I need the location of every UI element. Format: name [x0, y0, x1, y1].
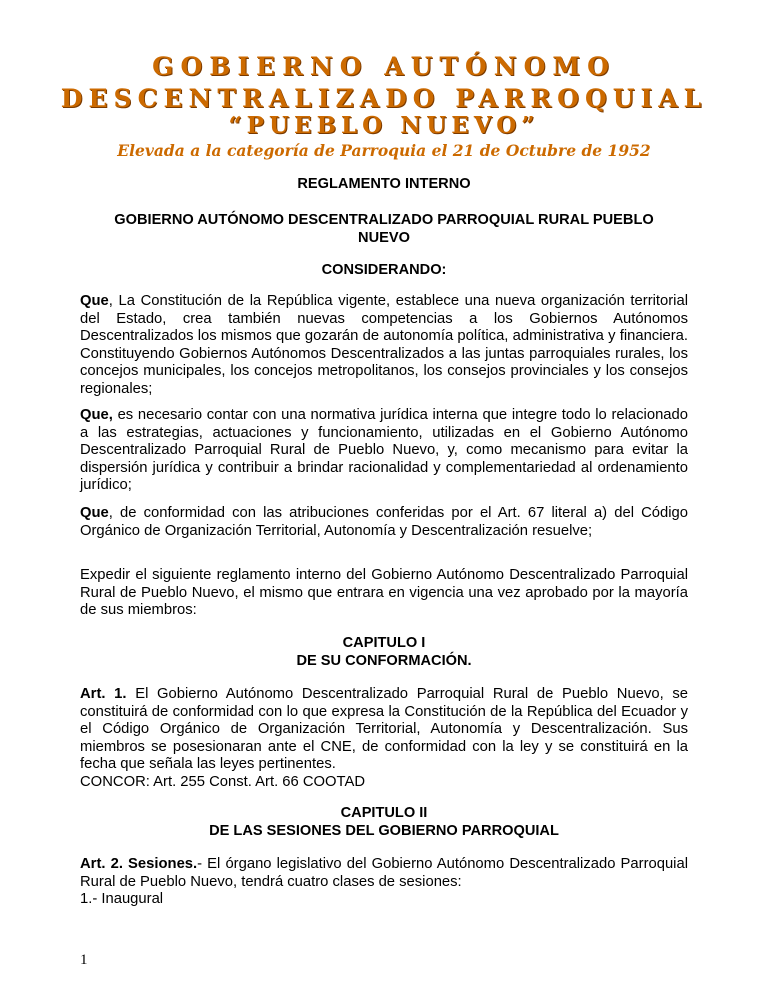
paragraph-text: , La Constitución de la República vigente, establece una nueva organización territorial del Estado, crea también nuevas competencias a los Gobiernos Autónomos Descentralizados los mismos que gozarán de autonomía política, administrativa y financiera. Constituyendo Gobiernos Autónomos Descentralizados a las juntas parroquiales rurales, los concejos municipales, los concejos metropolitanos, los consejos provinciales y los consejos regionales;	[80, 293, 688, 397]
subtitle-line2: NUEVO	[358, 229, 410, 246]
article-text: El Gobierno Autónomo Descentralizado Parroquial Rural de Pueblo Nuevo, se constituirá de conformidad con lo que expresa la Constitución de la República del Ecuador y el Código Orgánico de Organización Territorial, Autonomía y Descentralización. Sus miembros se posesionaran ante el CNE, de conformidad con la ley y se constituirá en la fecha que señala las leyes pertinentes.	[80, 686, 688, 773]
article-lead: Art. 2. Sesiones.	[80, 856, 198, 872]
document-subtitle	[80, 212, 688, 247]
article-lead: Art. 1.	[80, 686, 127, 702]
paragraph-text: , de conformidad con las atribuciones conferidas por el Art. 67 literal a) del Código Orgánico de Organización Territorial, Autonomía y Descentralización resuelve;	[80, 505, 688, 539]
considerando-heading: CONSIDERANDO:	[321, 262, 447, 278]
paragraph-lead: Que	[80, 293, 109, 309]
paragraph-que-3	[80, 505, 688, 540]
subtitle-line1: GOBIERNO AUTÓNOMO DESCENTRALIZADO PARROQUIAL RURAL PUEBLO	[114, 212, 654, 228]
paragraph-text: es necesario contar con una normativa jurídica interna que integre todo lo relacionado a las estrategias, actuaciones y funcionamiento, utilizadas en el Gobierno Autónomo Descentralizado Parroquial Rural de Pueblo Nuevo, y, como mecanismo para evitar la dispersión jurídica y contribuir a brindar racionalidad y complementariedad al ordenamiento jurídico;	[80, 407, 688, 494]
article-2-item-1: 1.- Inaugural	[80, 891, 164, 908]
chapter-1-title: CAPITULO I	[342, 635, 426, 651]
header-title-line1: GOBIERNO AUTÓNOMO	[152, 52, 616, 81]
chapter-2-title: CAPITULO II	[340, 805, 428, 821]
chapter-1-subtitle: DE SU CONFORMACIÓN.	[296, 652, 472, 669]
paragraph-lead: Que	[80, 505, 109, 521]
chapter-2-heading	[80, 805, 688, 840]
header-title-line2: DESCENTRALIZADO PARROQUIAL	[60, 84, 708, 113]
paragraph-que-1	[80, 293, 688, 399]
document-title: REGLAMENTO INTERNO	[297, 176, 471, 192]
paragraph-lead: Que,	[80, 407, 113, 423]
paragraph-expedir	[80, 567, 688, 620]
chapter-2-subtitle: DE LAS SESIONES DEL GOBIERNO PARROQUIAL	[209, 822, 559, 839]
paragraph-text: Expedir el siguiente reglamento interno del Gobierno Autónomo Descentralizado Parroquial Rural de Pueblo Nuevo, el mismo que entrara en vigencia una vez aprobado por la mayoría de sus miembros:	[80, 567, 688, 619]
article-2	[80, 856, 688, 909]
chapter-1-heading	[80, 635, 688, 670]
header-title-line3: “PUEBLO NUEVO”	[228, 112, 540, 139]
paragraph-que-2	[80, 407, 688, 495]
article-1	[80, 686, 688, 792]
article-text: - El órgano legislativo del Gobierno Autónomo Descentralizado Parroquial Rural de Pueblo Nuevo, tendrá cuatro clases de sesiones:	[80, 856, 688, 890]
page-number: 1	[80, 952, 88, 968]
article-1-concordance: CONCOR: Art. 255 Const. Art. 66 COOTAD	[80, 773, 366, 790]
header-motto: Elevada a la categoría de Parroquia el 21 de Octubre de 1952	[117, 141, 651, 160]
